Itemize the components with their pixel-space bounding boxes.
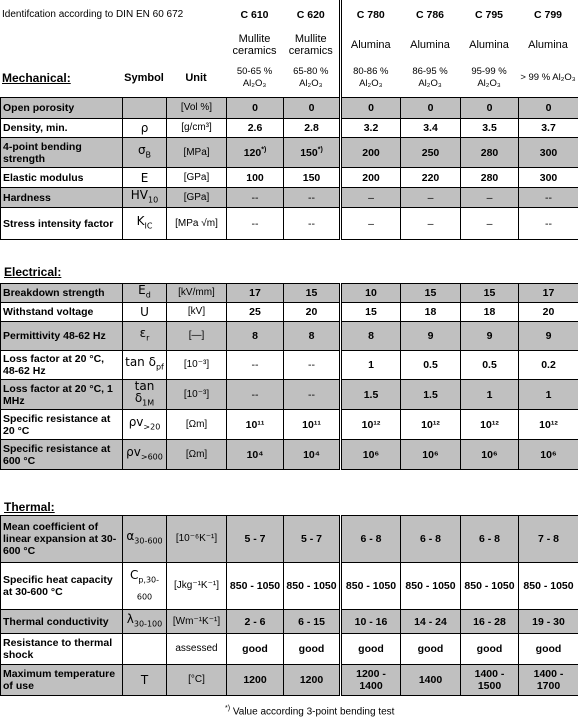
value-cell-c620: 15 (284, 284, 341, 303)
value-cell-c795: 850 - 1050 (461, 563, 519, 610)
unit-cell: [Vol %] (167, 98, 227, 119)
unit-cell: [MPa] (167, 138, 227, 168)
value-cell-c780: good (341, 634, 401, 665)
property-label: Open porosity (1, 98, 123, 119)
value-cell-c620: good (284, 634, 341, 665)
col-composition-4: 86-95 % Al₂O₃ (400, 60, 460, 97)
unit-cell: [10⁻³] (167, 380, 227, 410)
value-cell-c620: 850 - 1050 (284, 563, 341, 610)
value-cell-c780: 200 (341, 138, 401, 168)
unit-cell: [GPa] (167, 168, 227, 188)
property-label: Maximum temperature of use (1, 665, 123, 696)
symbol-cell: $\tan \delta_{pf}$ (123, 351, 167, 380)
col-composition-2: 65-80 % Al₂O₃ (283, 60, 340, 97)
section-title-electrical: Electrical: (4, 265, 62, 279)
value-cell-c620: 10⁴ (284, 440, 341, 470)
value-cell-c610: 8 (227, 322, 284, 351)
unit-cell: [Jkg⁻¹K⁻¹] (167, 563, 227, 610)
value-cell-c610: 10⁴ (227, 440, 284, 470)
value-cell-c610: 10¹¹ (227, 410, 284, 440)
identification-label: Identifcation according to DIN EN 60 672 (2, 9, 184, 20)
value-cell-c799: 19 - 30 (519, 610, 578, 634)
symbol-cell: $\sigma_B$ (123, 138, 167, 168)
value-cell-c610: 100 (227, 168, 284, 188)
mechanical-table (0, 97, 578, 240)
symbol-cell: $\alpha_{30-600}$ (123, 516, 167, 563)
col-code-2: C 620 (296, 9, 325, 21)
col-code-5: C 795 (475, 9, 504, 21)
value-cell-c780: 1 (341, 351, 401, 380)
value-cell-c780: 1.5 (341, 380, 401, 410)
col-composition-5: 95-99 % Al₂O₃ (460, 60, 518, 97)
electrical-row-breakdown-strength (1, 284, 578, 303)
value-cell-c786: 15 (401, 284, 461, 303)
value-cell-c799: good (519, 634, 578, 665)
footnote: *) Value according 3-point bending test (225, 705, 395, 718)
value-cell-c795: 0.5 (461, 351, 519, 380)
value-cell-c795: 18 (461, 303, 519, 322)
value-cell-c799: -- (519, 188, 578, 208)
value-cell-c780: 10¹² (341, 410, 401, 440)
symbol-cell: T (123, 665, 167, 696)
value-cell-c610: good (227, 634, 284, 665)
value-cell-c786: 18 (401, 303, 461, 322)
value-cell-c786: 0 (401, 98, 461, 119)
value-cell-c799: 300 (519, 168, 578, 188)
unit-cell: [10⁻³] (167, 351, 227, 380)
value-cell-c780: 6 - 8 (341, 516, 401, 563)
value-cell-c780: 10 - 16 (341, 610, 401, 634)
value-cell-c786: 3.4 (401, 119, 461, 138)
value-cell-c620: -- (284, 351, 341, 380)
value-cell-c620: 150 (284, 168, 341, 188)
thermal-row-resistance-to-thermal-shock (1, 634, 578, 665)
electrical-row-loss-factor-at-20-c-48-62-hz (1, 351, 578, 380)
value-cell-c610: 17 (227, 284, 284, 303)
col-code-4: C 786 (416, 9, 445, 21)
value-cell-c780: 10⁶ (341, 440, 401, 470)
value-cell-c780: 850 - 1050 (341, 563, 401, 610)
value-cell-c799: -- (519, 208, 578, 240)
value-cell-c799: 9 (519, 322, 578, 351)
value-cell-c786: – (401, 208, 461, 240)
value-cell-c799: 3.7 (519, 119, 578, 138)
value-cell-c610: 0 (227, 98, 284, 119)
value-cell-c795: 280 (461, 138, 519, 168)
col-material-6: Alumina (528, 39, 568, 51)
value-cell-c786: 0.5 (401, 351, 461, 380)
symbol-cell: E (123, 168, 167, 188)
symbol-cell: $\lambda_{30-100}$ (123, 610, 167, 634)
property-label: Hardness (1, 188, 123, 208)
property-label: Resistance to thermal shock (1, 634, 123, 665)
mechanical-row-stress-intensity-factor (1, 208, 578, 240)
value-cell-c620: 2.8 (284, 119, 341, 138)
section-title-thermal: Thermal: (4, 500, 55, 514)
value-cell-c786: 1.5 (401, 380, 461, 410)
col-material-5: Alumina (469, 39, 509, 51)
value-cell-c786: 10⁶ (401, 440, 461, 470)
value-cell-c610: 120*) (227, 138, 284, 168)
property-label: Density, min. (1, 119, 123, 138)
electrical-row-withstand-voltage (1, 303, 578, 322)
unit-cell: [°C] (167, 665, 227, 696)
unit-cell: [kV] (167, 303, 227, 322)
symbol-cell: $\tan \delta_{1M}$ (123, 380, 167, 410)
col-composition-1: 50-65 % Al₂O₃ (226, 60, 283, 97)
value-cell-c620: 1200 (284, 665, 341, 696)
mechanical-row-open-porosity (1, 98, 578, 119)
value-cell-c799: 850 - 1050 (519, 563, 578, 610)
symbol-cell (123, 98, 167, 119)
value-cell-c620: 5 - 7 (284, 516, 341, 563)
value-cell-c780: 3.2 (341, 119, 401, 138)
property-label: Mean coefficient of linear expansion at 30-600 °C (1, 516, 123, 563)
value-cell-c795: 10⁶ (461, 440, 519, 470)
property-label: Loss factor at 20 °C, 48-62 Hz (1, 351, 123, 380)
col-code-3: C 780 (340, 0, 400, 30)
value-cell-c799: 7 - 8 (519, 516, 578, 563)
header-table (0, 0, 578, 98)
unit-cell: [10⁻⁶K⁻¹] (167, 516, 227, 563)
property-label: Specific heat capacity at 30-600 °C (1, 563, 123, 610)
value-cell-c795: 0 (461, 98, 519, 119)
col-material-2: Mullite ceramics (288, 33, 333, 57)
value-cell-c799: 10⁶ (519, 440, 578, 470)
value-cell-c795: 280 (461, 168, 519, 188)
unit-cell: [Wm⁻¹K⁻¹] (167, 610, 227, 634)
col-material-3: Alumina (340, 30, 400, 60)
value-cell-c799: 10¹² (519, 410, 578, 440)
value-cell-c780: 10 (341, 284, 401, 303)
value-cell-c795: 16 - 28 (461, 610, 519, 634)
value-cell-c786: – (401, 188, 461, 208)
electrical-table (0, 283, 578, 470)
value-cell-c799: 1 (519, 380, 578, 410)
electrical-row-permittivity-48-62-hz (1, 322, 578, 351)
value-cell-c620: 150*) (284, 138, 341, 168)
value-cell-c795: 9 (461, 322, 519, 351)
symbol-cell: $\rho v_{>20}$ (123, 410, 167, 440)
thermal-row-maximum-temperature-of-use (1, 665, 578, 696)
unit-cell: [kV/mm] (167, 284, 227, 303)
value-cell-c795: 15 (461, 284, 519, 303)
value-cell-c620: 6 - 15 (284, 610, 341, 634)
electrical-row-specific-resistance-at-20-c (1, 410, 578, 440)
section-title-mechanical: Mechanical: (0, 60, 122, 97)
col-composition-3: 80-86 % Al₂O₃ (340, 60, 400, 97)
symbol-cell: $K_{IC}$ (123, 208, 167, 240)
unit-cell: [MPa √m] (167, 208, 227, 240)
property-label: Breakdown strength (1, 284, 123, 303)
thermal-row-specific-heat-capacity-at-30-600-c (1, 563, 578, 610)
electrical-row-specific-resistance-at-600-c (1, 440, 578, 470)
value-cell-c799: 0 (519, 98, 578, 119)
symbol-cell: $E_d$ (123, 284, 167, 303)
value-cell-c786: 6 - 8 (401, 516, 461, 563)
thermal-row-thermal-conductivity (1, 610, 578, 634)
property-label: Thermal conductivity (1, 610, 123, 634)
value-cell-c795: 1400 - 1500 (461, 665, 519, 696)
value-cell-c610: -- (227, 351, 284, 380)
value-cell-c799: 1400 - 1700 (519, 665, 578, 696)
property-label: 4-point bending strength (1, 138, 123, 168)
property-label: Specific resistance at 600 °C (1, 440, 123, 470)
symbol-cell: $C_{p,30-600}$ (123, 563, 167, 610)
col-composition-6: > 99 % Al₂O₃ (518, 60, 578, 97)
col-code-1: C 610 (240, 9, 269, 21)
property-label: Elastic modulus (1, 168, 123, 188)
header-unit: Unit (166, 60, 226, 97)
value-cell-c795: 1 (461, 380, 519, 410)
value-cell-c610: 25 (227, 303, 284, 322)
value-cell-c780: 0 (341, 98, 401, 119)
value-cell-c780: 8 (341, 322, 401, 351)
value-cell-c620: -- (284, 188, 341, 208)
value-cell-c780: 1200 - 1400 (341, 665, 401, 696)
value-cell-c610: -- (227, 208, 284, 240)
property-label: Specific resistance at 20 °C (1, 410, 123, 440)
symbol-cell: $HV_{10}$ (123, 188, 167, 208)
symbol-cell: $\rho v_{>600}$ (123, 440, 167, 470)
value-cell-c799: 0.2 (519, 351, 578, 380)
mechanical-row-elastic-modulus (1, 168, 578, 188)
value-cell-c610: 5 - 7 (227, 516, 284, 563)
value-cell-c795: – (461, 208, 519, 240)
value-cell-c786: 220 (401, 168, 461, 188)
value-cell-c780: – (341, 188, 401, 208)
value-cell-c610: 1200 (227, 665, 284, 696)
value-cell-c780: 15 (341, 303, 401, 322)
value-cell-c799: 17 (519, 284, 578, 303)
header-symbol: Symbol (122, 60, 166, 97)
mechanical-row-4-point-bending-strength (1, 138, 578, 168)
unit-cell: [Ωm] (167, 410, 227, 440)
value-cell-c610: -- (227, 188, 284, 208)
value-cell-c795: 3.5 (461, 119, 519, 138)
symbol-cell: ρ (123, 119, 167, 138)
property-label: Loss factor at 20 °C, 1 MHz (1, 380, 123, 410)
value-cell-c786: 14 - 24 (401, 610, 461, 634)
property-label: Withstand voltage (1, 303, 123, 322)
col-material-4: Alumina (410, 39, 450, 51)
unit-cell: assessed (167, 634, 227, 665)
value-cell-c799: 300 (519, 138, 578, 168)
value-cell-c620: 0 (284, 98, 341, 119)
symbol-cell (123, 634, 167, 665)
value-cell-c795: 6 - 8 (461, 516, 519, 563)
value-cell-c786: 1400 (401, 665, 461, 696)
value-cell-c786: 10¹² (401, 410, 461, 440)
symbol-cell: U (123, 303, 167, 322)
col-code-6: C 799 (534, 9, 563, 21)
value-cell-c610: 2.6 (227, 119, 284, 138)
value-cell-c610: 850 - 1050 (227, 563, 284, 610)
value-cell-c786: 9 (401, 322, 461, 351)
value-cell-c786: 250 (401, 138, 461, 168)
col-material-1: Mullite ceramics (232, 33, 277, 57)
thermal-table (0, 515, 578, 696)
value-cell-c620: -- (284, 208, 341, 240)
value-cell-c620: 10¹¹ (284, 410, 341, 440)
value-cell-c780: 200 (341, 168, 401, 188)
value-cell-c795: – (461, 188, 519, 208)
property-label: Stress intensity factor (1, 208, 123, 240)
symbol-cell: $\varepsilon_r$ (123, 322, 167, 351)
value-cell-c795: good (461, 634, 519, 665)
electrical-row-loss-factor-at-20-c-1-mhz (1, 380, 578, 410)
unit-cell: [Ωm] (167, 440, 227, 470)
unit-cell: [—] (167, 322, 227, 351)
value-cell-c786: good (401, 634, 461, 665)
value-cell-c799: 20 (519, 303, 578, 322)
thermal-row-mean-coefficient-of-linear-expansion-at-30-600-c (1, 516, 578, 563)
value-cell-c786: 850 - 1050 (401, 563, 461, 610)
property-label: Permittivity 48-62 Hz (1, 322, 123, 351)
value-cell-c620: 20 (284, 303, 341, 322)
mechanical-row-hardness (1, 188, 578, 208)
unit-cell: [g/cm³] (167, 119, 227, 138)
value-cell-c610: 2 - 6 (227, 610, 284, 634)
unit-cell: [GPa] (167, 188, 227, 208)
value-cell-c620: 8 (284, 322, 341, 351)
mechanical-row-density-min (1, 119, 578, 138)
value-cell-c610: -- (227, 380, 284, 410)
value-cell-c780: – (341, 208, 401, 240)
value-cell-c620: -- (284, 380, 341, 410)
value-cell-c795: 10¹² (461, 410, 519, 440)
